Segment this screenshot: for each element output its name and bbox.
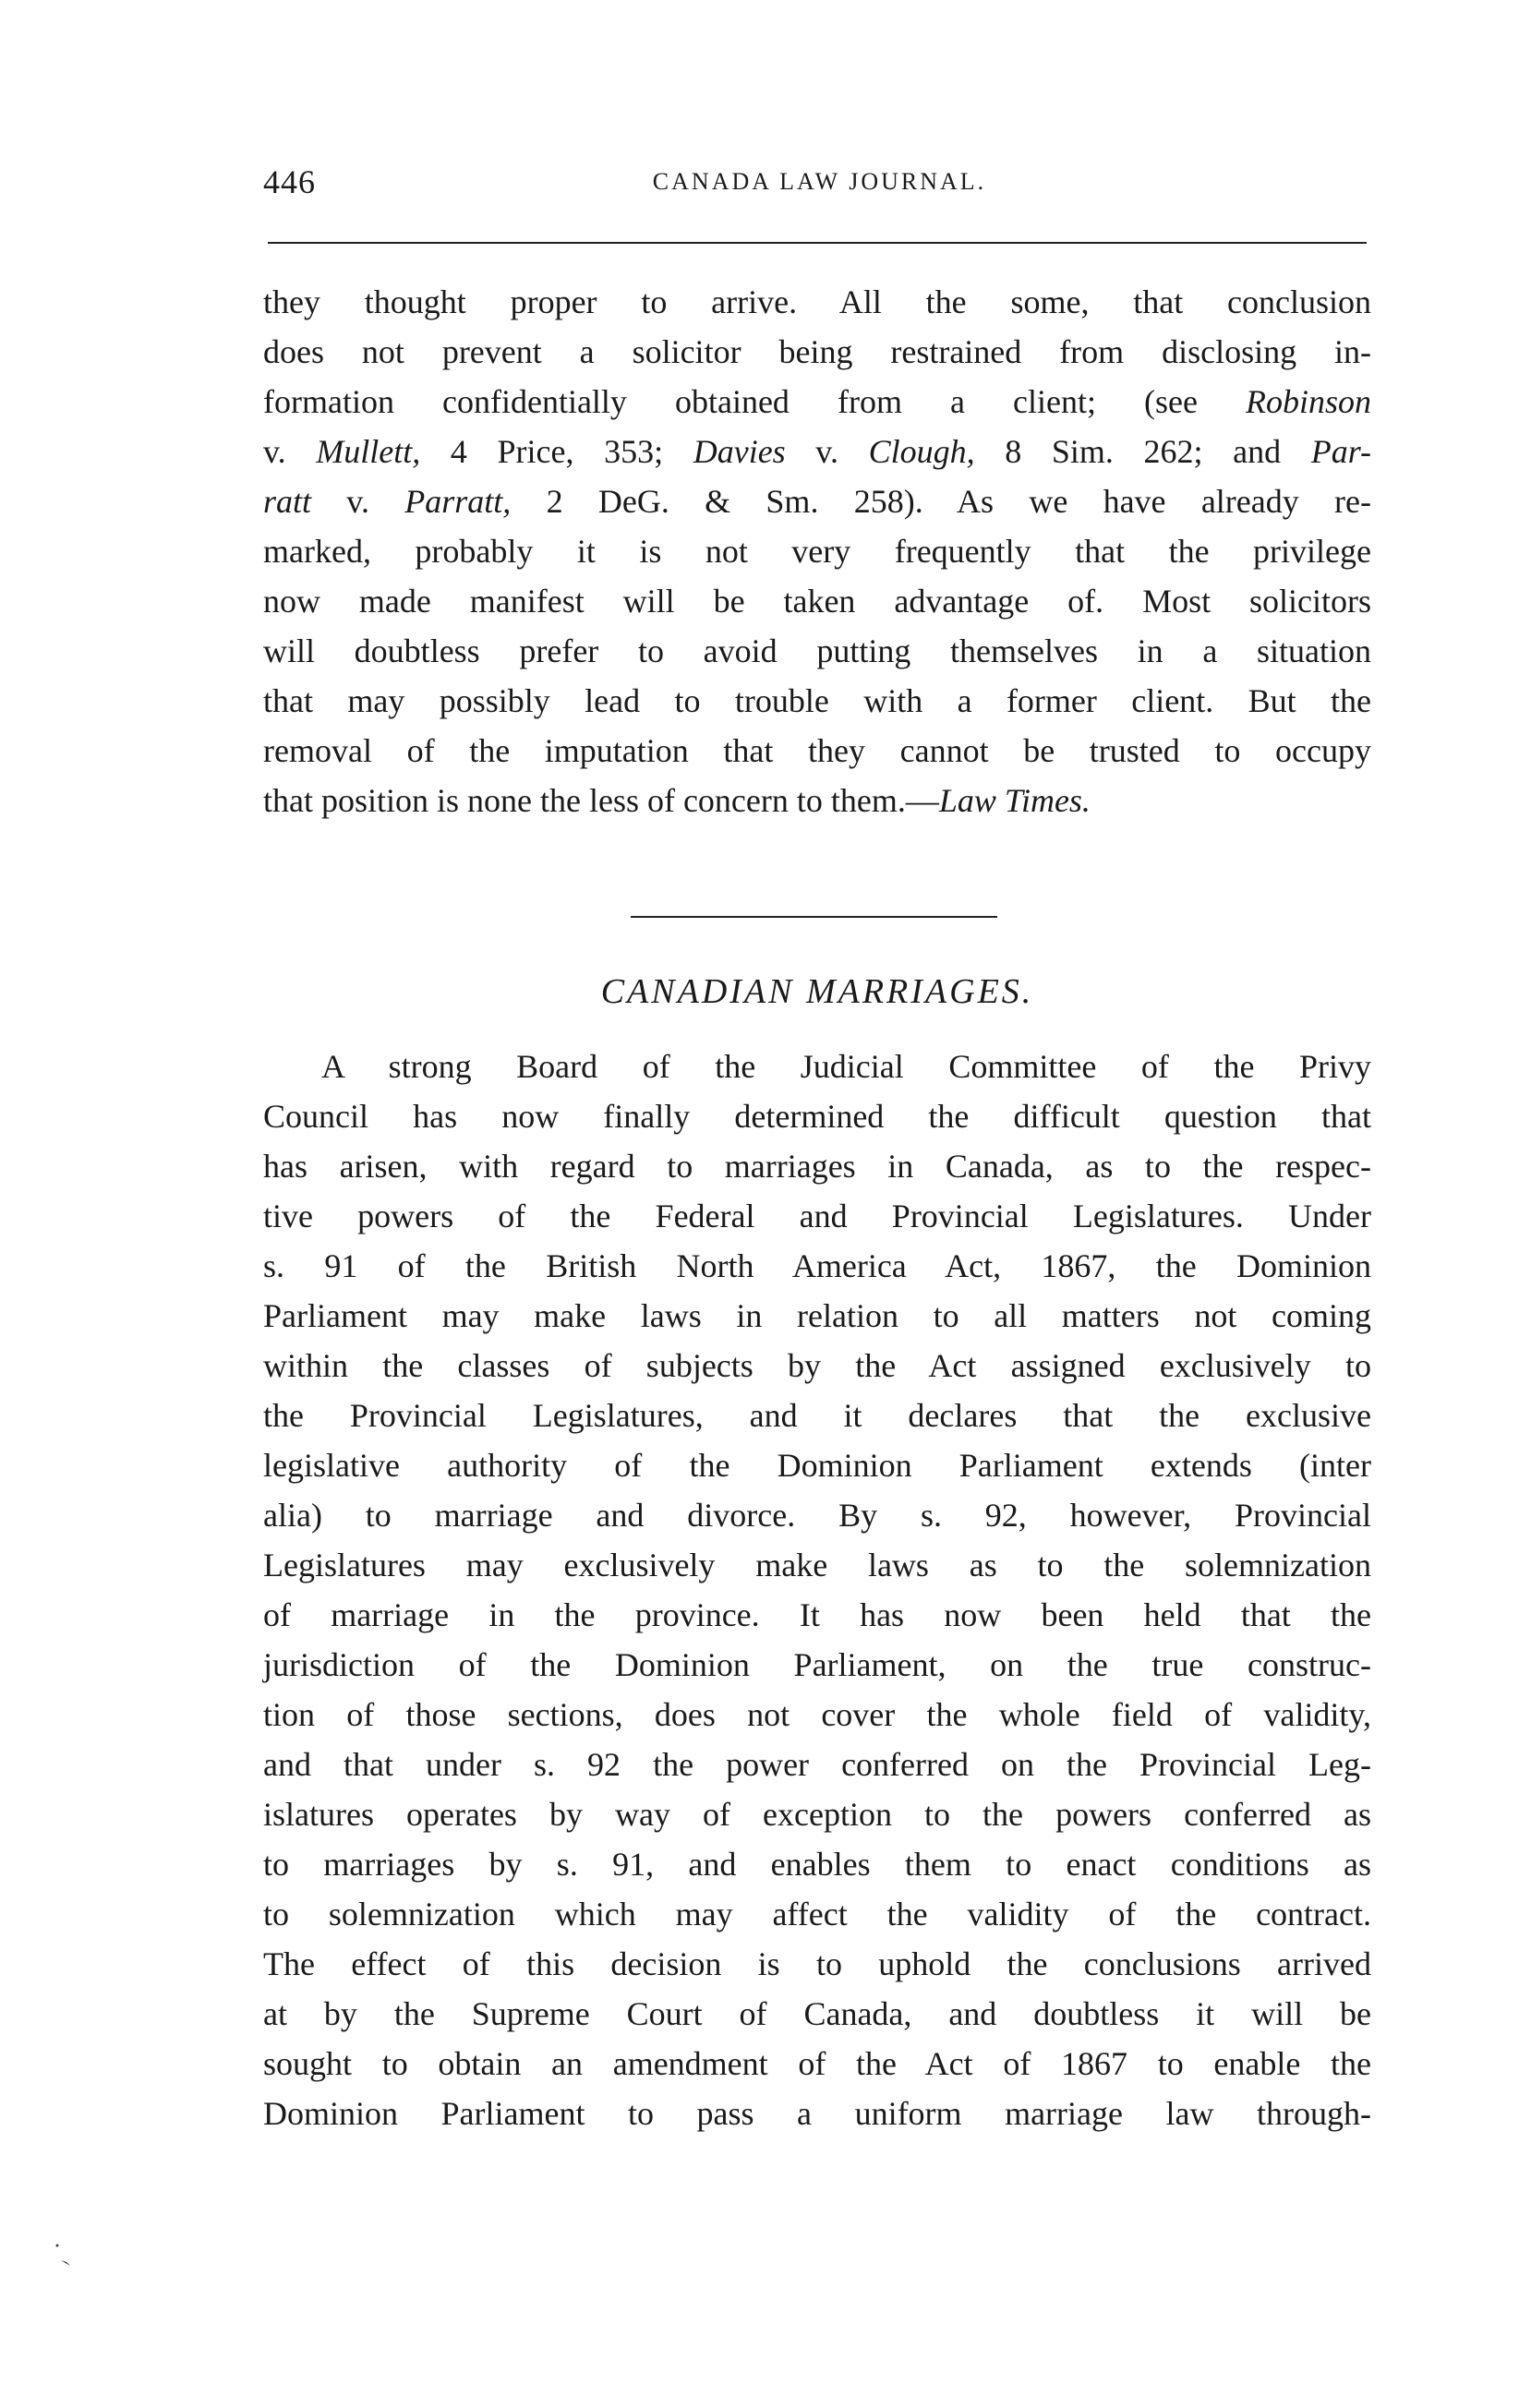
- text-line: marked, probably it is not very frequently that the privilege: [263, 533, 1371, 570]
- text-line: legislative authority of the Dominion Parliament extends (inter: [263, 1447, 1371, 1484]
- text-line: to solemnization which may affect the validity of the contract.: [263, 1896, 1371, 1932]
- text-line: The effect of this decision is to uphold the conclusions arrived: [263, 1945, 1371, 1982]
- article-paragraph: [263, 1041, 1371, 2138]
- header-rule: [268, 242, 1367, 244]
- text-line: Council has now finally determined the difficult question that: [263, 1098, 1371, 1135]
- text-line: does not prevent a solicitor being restrained from disclosing in-: [263, 333, 1371, 370]
- text-line: at by the Supreme Court of Canada, and doubtless it will be: [263, 1995, 1371, 2032]
- text-line: will doubtless prefer to avoid putting themselves in a situation: [263, 632, 1371, 669]
- text-line: Legislatures may exclusively make laws as to the solemnization: [263, 1547, 1371, 1583]
- text-line: s. 91 of the British North America Act, 1867, the Dominion: [263, 1247, 1371, 1284]
- continued-paragraph: [263, 277, 1371, 825]
- text-line: tion of those sections, does not cover the whole field of validity,: [263, 1696, 1371, 1733]
- text-line: Dominion Parliament to pass a uniform marriage law through-: [263, 2095, 1371, 2132]
- text-line: that position is none the less of concern to them.—Law Times.: [263, 782, 1091, 819]
- text-line: that may possibly lead to trouble with a former client. But the: [263, 682, 1371, 719]
- section-title: CANADIAN MARRIAGES.: [600, 972, 1034, 1011]
- text-line: removal of the imputation that they cannot be trusted to occupy: [263, 732, 1371, 769]
- scan-specks: [54, 2242, 72, 2270]
- page-number: 446: [263, 163, 316, 200]
- text-line: ratt v. Parratt, 2 DeG. & Sm. 258). As we have already re-: [263, 483, 1371, 520]
- text-line: they thought proper to arrive. All the some, that conclusion: [263, 283, 1371, 320]
- section-separator-rule: [631, 916, 997, 918]
- page-header: [263, 163, 1367, 209]
- text-line: islatures operates by way of exception to the powers conferred as: [263, 1796, 1371, 1833]
- text-line: formation confidentially obtained from a client; (see Robinson: [263, 383, 1371, 420]
- text-line: tive powers of the Federal and Provincial Legislatures. Under: [263, 1198, 1371, 1234]
- text-line: has arisen, with regard to marriages in Canada, as to the respec-: [263, 1148, 1371, 1185]
- text-line: Parliament may make laws in relation to all matters not coming: [263, 1297, 1371, 1334]
- text-line: now made manifest will be taken advantage of. Most solicitors: [263, 583, 1371, 620]
- text-line: of marriage in the province. It has now been held that the: [263, 1596, 1371, 1633]
- text-line: v. Mullett, 4 Price, 353; Davies v. Clough, 8 Sim. 262; and Par-: [263, 433, 1371, 470]
- text-line: and that under s. 92 the power conferred on the Provincial Leg-: [263, 1746, 1371, 1783]
- text-line: the Provincial Legislatures, and it declares that the exclusive: [263, 1397, 1371, 1434]
- text-line: within the classes of subjects by the Act assigned exclusively to: [263, 1347, 1371, 1384]
- text-line: to marriages by s. 91, and enables them to enact conditions as: [263, 1846, 1371, 1883]
- text-line: alia) to marriage and divorce. By s. 92, however, Provincial: [263, 1497, 1371, 1534]
- text-line: A strong Board of the Judicial Committee of the Privy: [321, 1048, 1371, 1085]
- text-line: sought to obtain an amendment of the Act of 1867 to enable the: [263, 2045, 1371, 2082]
- text-line: jurisdiction of the Dominion Parliament, on the true construc-: [263, 1646, 1371, 1683]
- running-head: CANADA LAW JOURNAL.: [652, 168, 987, 195]
